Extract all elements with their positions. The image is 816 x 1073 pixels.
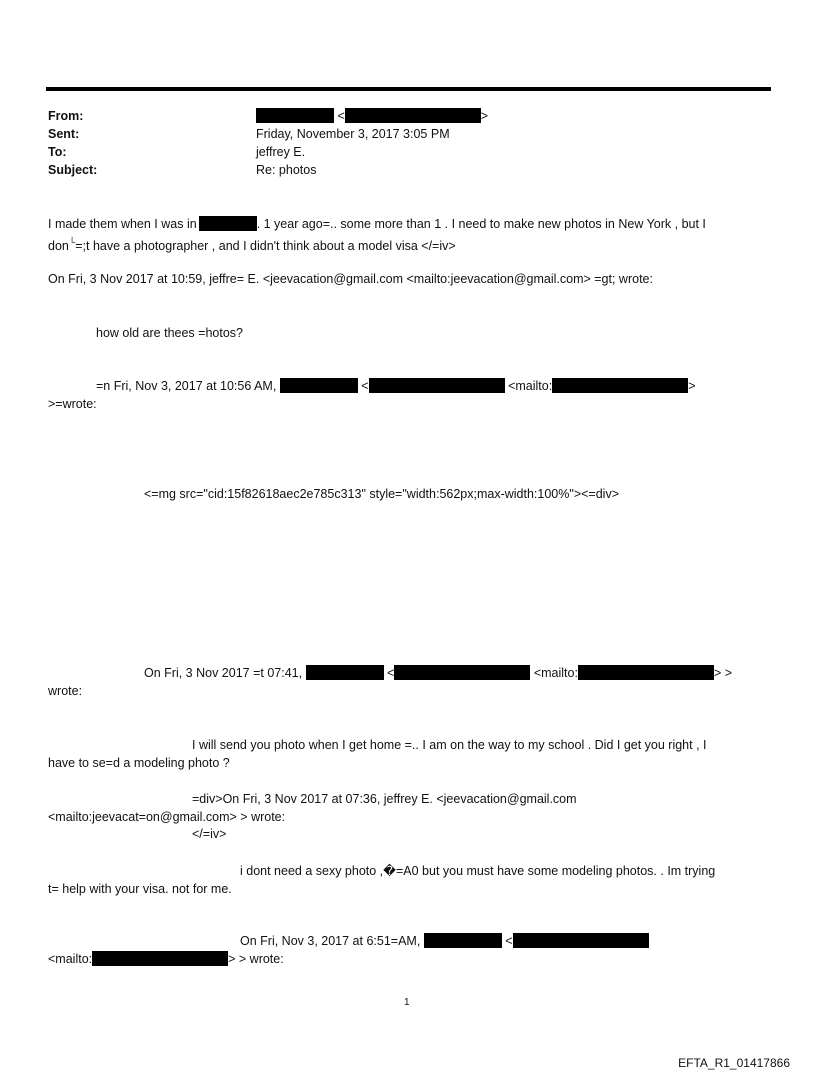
quote-text-4-line-1: i dont need a sexy photo ,�=A0 but you must have some modeling photos. . Im trying (240, 864, 716, 878)
body-text: I made them when I was in (48, 217, 197, 231)
redaction-email (578, 665, 714, 680)
quote-text-3-line-1: I will send you photo when I get home =.. I am on the way to my school . Did I get you right , I (192, 738, 707, 752)
subject-value: Re: photos (256, 163, 317, 177)
subject-label: Subject: (48, 163, 98, 177)
sent-label: Sent: (48, 127, 80, 141)
body-text: > (688, 379, 696, 393)
quote-header-3-end: wrote: (48, 684, 83, 698)
body-line-1 (48, 215, 706, 233)
redaction-email (513, 933, 649, 948)
quote-header-1: On Fri, 3 Nov 2017 at 10:59, jeffre= E. <jeevacation@gmail.com <mailto:jeevacation@gmail.com> =gt; wrote: (48, 272, 653, 286)
redaction-email (369, 378, 505, 393)
to-label: To: (48, 145, 67, 159)
quote-header-5-mailto (48, 950, 284, 968)
sent-value: Friday, November 3, 2017 3:05 PM (256, 127, 450, 141)
bates-number: EFTA_R1_01417866 (678, 1056, 790, 1070)
body-text: <mailto: (533, 666, 578, 680)
page-number: 1 (404, 997, 410, 1008)
body-text: =;t have a photographer , and I didn't think about a model visa </=iv> (75, 239, 456, 254)
redaction-location (199, 216, 257, 231)
body-text: < (505, 934, 513, 948)
body-text: don (48, 239, 69, 254)
quote-text-3-line-2: have to se=d a modeling photo ? (48, 756, 230, 770)
body-text: <mailto: (508, 379, 553, 393)
body-line-2 (48, 233, 456, 255)
quote-header-2 (96, 377, 696, 395)
quote-header-4-mailto: <mailto:jeevacat=on@gmail.com> > wrote: (48, 810, 286, 824)
from-lt: < (337, 109, 345, 123)
quote-header-4: =div>On Fri, 3 Nov 2017 at 07:36, jeffrey E. <jeevacation@gmail.com (192, 792, 577, 806)
body-text: > > wrote: (228, 952, 284, 966)
quote-header-5 (240, 932, 649, 950)
redaction-email (552, 378, 688, 393)
redaction-name (306, 665, 384, 680)
body-text: . 1 year ago=.. some more than 1 . I need to make new photos in New York , but I (256, 217, 706, 231)
body-text: On Fri, Nov 3, 2017 at 6:51=AM, (240, 934, 421, 948)
redaction-name (424, 933, 502, 948)
from-label: From: (48, 109, 84, 123)
quote-header-4-end: </=iv> (192, 827, 227, 841)
quote-header-2-end: >=wrote: (48, 397, 97, 411)
redaction-email (394, 665, 530, 680)
image-tag-text: <=mg src="cid:15f82618aec2e785c313" style="width:562px;max-width:100%"><=div> (144, 487, 619, 501)
to-value: jeffrey E. (256, 145, 306, 159)
stray-glyph: └ (68, 237, 76, 247)
quote-text-4-line-2: t= help with your visa. not for me. (48, 882, 232, 896)
redaction-sender-email (345, 108, 481, 123)
redaction-email (92, 951, 228, 966)
from-gt: > (480, 109, 489, 123)
header-rule (46, 87, 771, 91)
body-text: > > (713, 666, 733, 680)
body-text: < (361, 379, 369, 393)
body-text: <mailto: (48, 952, 93, 966)
redaction-sender-name (256, 108, 334, 123)
quote-text-1: how old are thees =hotos? (96, 326, 243, 340)
quote-header-3 (144, 664, 732, 682)
body-text: =n Fri, Nov 3, 2017 at 10:56 AM, (96, 379, 277, 393)
body-text: < (387, 666, 395, 680)
redaction-name (280, 378, 358, 393)
body-text: On Fri, 3 Nov 2017 =t 07:41, (144, 666, 303, 680)
from-value (256, 107, 488, 125)
